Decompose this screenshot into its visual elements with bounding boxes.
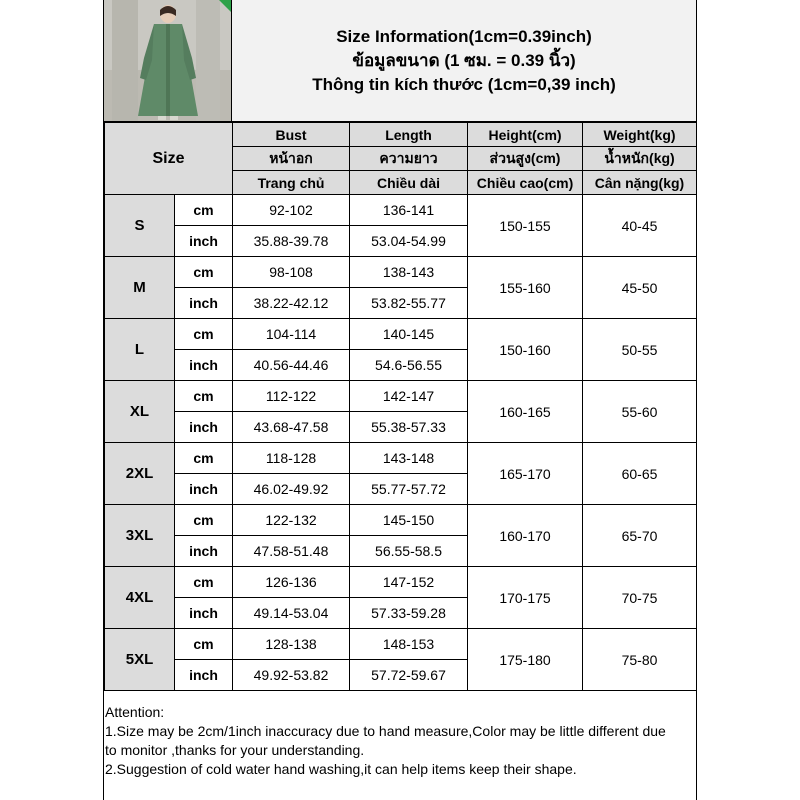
size-name: 5XL: [105, 629, 175, 691]
length-inch: 55.77-57.72: [350, 474, 468, 505]
header-weight: Weight(kg): [583, 123, 697, 147]
table-row: [105, 443, 697, 474]
title-thai: ข้อมูลขนาด (1 ซม. = 0.39 นิ้ว): [352, 50, 576, 70]
weight-kg: 70-75: [583, 567, 697, 629]
bust-cm: 92-102: [233, 195, 350, 226]
header-height-vietnamese: Chiều cao(cm): [468, 171, 583, 195]
header-weight-thai: น้ำหนัก(kg): [583, 147, 697, 171]
height-cm: 165-170: [468, 443, 583, 505]
length-cm: 140-145: [350, 319, 468, 350]
title-block: [232, 0, 696, 121]
unit-cm: cm: [175, 381, 233, 412]
table-row: [105, 257, 697, 288]
length-inch: 54.6-56.55: [350, 350, 468, 381]
unit-cm: cm: [175, 567, 233, 598]
unit-inch: inch: [175, 412, 233, 443]
photo-corner-tag: [219, 0, 231, 12]
length-inch: 53.82-55.77: [350, 288, 468, 319]
weight-kg: 75-80: [583, 629, 697, 691]
unit-cm: cm: [175, 319, 233, 350]
attention-notes: [104, 703, 696, 779]
length-cm: 148-153: [350, 629, 468, 660]
weight-kg: 50-55: [583, 319, 697, 381]
header-bust-vietnamese: Trang chủ: [233, 171, 350, 195]
bust-cm: 128-138: [233, 629, 350, 660]
size-chart-sheet: [103, 0, 697, 800]
length-cm: 136-141: [350, 195, 468, 226]
size-table: [104, 122, 697, 691]
unit-cm: cm: [175, 195, 233, 226]
length-cm: 147-152: [350, 567, 468, 598]
header-height-thai: ส่วนสูง(cm): [468, 147, 583, 171]
unit-inch: inch: [175, 660, 233, 691]
bust-cm: 122-132: [233, 505, 350, 536]
length-cm: 145-150: [350, 505, 468, 536]
product-photo: [104, 0, 232, 121]
header-height: Height(cm): [468, 123, 583, 147]
unit-inch: inch: [175, 226, 233, 257]
size-name: XL: [105, 381, 175, 443]
title-vietnamese: Thông tin kích thước (1cm=0,39 inch): [312, 74, 616, 94]
bust-inch: 38.22-42.12: [233, 288, 350, 319]
header-weight-vietnamese: Cân nặng(kg): [583, 171, 697, 195]
size-name: 3XL: [105, 505, 175, 567]
unit-inch: inch: [175, 288, 233, 319]
height-cm: 155-160: [468, 257, 583, 319]
size-chart-header: [104, 0, 696, 122]
length-inch: 57.33-59.28: [350, 598, 468, 629]
attention-line-1: 1.Size may be 2cm/1inch inaccuracy due to hand measure,Color may be little different due: [105, 723, 666, 739]
unit-cm: cm: [175, 257, 233, 288]
length-inch: 53.04-54.99: [350, 226, 468, 257]
bust-cm: 112-122: [233, 381, 350, 412]
bust-inch: 35.88-39.78: [233, 226, 350, 257]
table-row: [105, 319, 697, 350]
bust-inch: 49.92-53.82: [233, 660, 350, 691]
bust-inch: 40.56-44.46: [233, 350, 350, 381]
length-inch: 55.38-57.33: [350, 412, 468, 443]
bust-inch: 47.58-51.48: [233, 536, 350, 567]
unit-cm: cm: [175, 505, 233, 536]
bust-cm: 104-114: [233, 319, 350, 350]
bust-cm: 98-108: [233, 257, 350, 288]
unit-inch: inch: [175, 598, 233, 629]
unit-inch: inch: [175, 536, 233, 567]
attention-line-2: to monitor ,thanks for your understanding.: [105, 742, 365, 758]
size-name: M: [105, 257, 175, 319]
weight-kg: 65-70: [583, 505, 697, 567]
size-name: 2XL: [105, 443, 175, 505]
header-bust: Bust: [233, 123, 350, 147]
length-inch: 57.72-59.67: [350, 660, 468, 691]
size-table-body: [105, 123, 697, 691]
weight-kg: 60-65: [583, 443, 697, 505]
height-cm: 160-170: [468, 505, 583, 567]
bust-inch: 46.02-49.92: [233, 474, 350, 505]
header-length-vietnamese: Chiều dài: [350, 171, 468, 195]
header-row-english: [105, 123, 697, 147]
table-row: [105, 381, 697, 412]
height-cm: 160-165: [468, 381, 583, 443]
attention-line-3: 2.Suggestion of cold water hand washing,it can help items keep their shape.: [105, 761, 577, 777]
bust-inch: 49.14-53.04: [233, 598, 350, 629]
header-bust-thai: หน้าอก: [233, 147, 350, 171]
table-row: [105, 505, 697, 536]
table-row: [105, 629, 697, 660]
length-cm: 142-147: [350, 381, 468, 412]
table-row: [105, 195, 697, 226]
height-cm: 150-155: [468, 195, 583, 257]
header-length: Length: [350, 123, 468, 147]
size-name: S: [105, 195, 175, 257]
unit-cm: cm: [175, 443, 233, 474]
height-cm: 170-175: [468, 567, 583, 629]
unit-cm: cm: [175, 629, 233, 660]
size-column-header: Size: [105, 123, 233, 195]
length-cm: 138-143: [350, 257, 468, 288]
size-name: L: [105, 319, 175, 381]
unit-inch: inch: [175, 350, 233, 381]
title-english: Size Information(1cm=0.39inch): [336, 26, 592, 46]
header-length-thai: ความยาว: [350, 147, 468, 171]
size-name: 4XL: [105, 567, 175, 629]
bust-cm: 118-128: [233, 443, 350, 474]
weight-kg: 45-50: [583, 257, 697, 319]
length-cm: 143-148: [350, 443, 468, 474]
attention-label: Attention:: [105, 704, 165, 720]
unit-inch: inch: [175, 474, 233, 505]
dress-illustration: [104, 0, 231, 121]
table-row: [105, 567, 697, 598]
bust-inch: 43.68-47.58: [233, 412, 350, 443]
weight-kg: 55-60: [583, 381, 697, 443]
height-cm: 150-160: [468, 319, 583, 381]
bust-cm: 126-136: [233, 567, 350, 598]
length-inch: 56.55-58.5: [350, 536, 468, 567]
height-cm: 175-180: [468, 629, 583, 691]
weight-kg: 40-45: [583, 195, 697, 257]
